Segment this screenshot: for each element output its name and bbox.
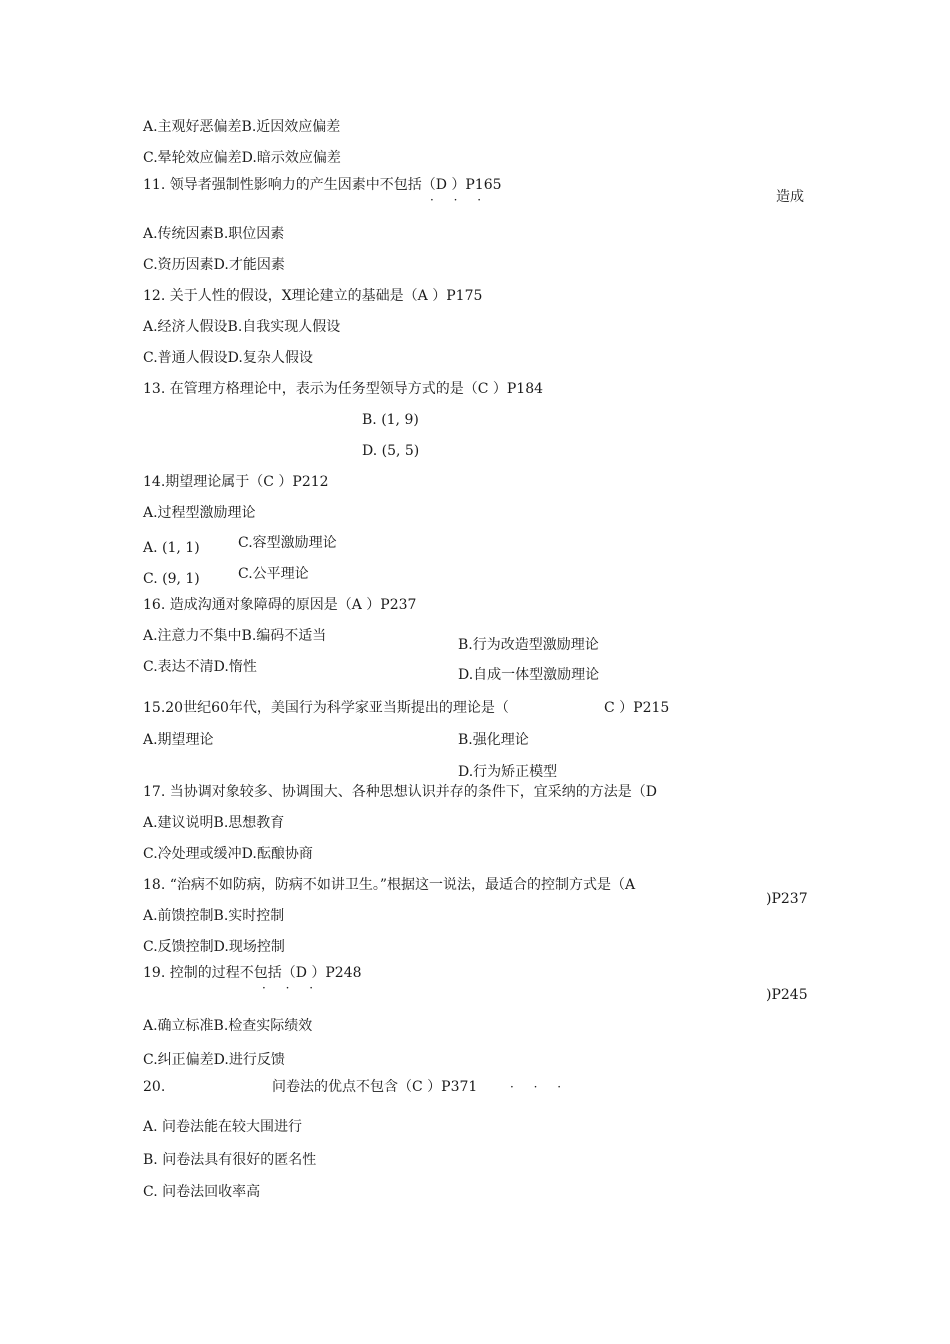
option-line: D. (5, 5)	[362, 443, 420, 459]
emphasis-dots: · · ·	[262, 981, 322, 995]
option-line: C.表达不清D.惰性	[143, 659, 257, 675]
question-11: 11. 领导者强制性影响力的产生因素中不包括（D ）P165	[143, 177, 502, 193]
question-20: 问卷法的优点不包含（C ）P371	[272, 1079, 478, 1095]
option-line: C.反馈控制D.现场控制	[143, 939, 285, 955]
question-15: 15.20世纪60年代，美国行为科学家亚当斯提出的理论是（	[143, 700, 509, 716]
option-line: A. (1, 1)	[143, 540, 200, 556]
option-line: A.注意力不集中B.编码不适当	[143, 628, 327, 644]
emphasis-dots: · · ·	[430, 193, 490, 207]
question-19: 19. 控制的过程不包括（D ）P248	[143, 965, 362, 981]
option-line: C. 问卷法回收率高	[143, 1184, 261, 1200]
question-13: 13. 在管理方格理论中，表示为任务型领导方式的是（C ）P184	[143, 381, 544, 397]
margin-text: )P245	[766, 987, 808, 1003]
option-line: B. 问卷法具有很好的匿名性	[143, 1152, 317, 1168]
option-line: D.自成一体型激励理论	[458, 667, 600, 683]
margin-text: 造成	[776, 189, 804, 205]
option-line: C.资历因素D.才能因素	[143, 257, 285, 273]
option-line: B.强化理论	[458, 732, 529, 748]
option-line: A.传统因素B.职位因素	[143, 226, 285, 242]
question-15-answer: C ）P215	[604, 700, 670, 716]
option-line: A.建议说明B.思想教育	[143, 815, 285, 831]
question-14: 14.期望理论属于（C ）P212	[143, 474, 329, 490]
text-line: A.主观好恶偏差B.近因效应偏差	[143, 119, 341, 135]
option-line: C.冷处理或缓冲D.酝酿协商	[143, 846, 313, 862]
option-line: C. (9, 1)	[143, 571, 200, 587]
margin-text: )P237	[766, 891, 808, 907]
option-line: A.确立标准B.检查实际绩效	[143, 1018, 313, 1034]
option-line: A.经济人假设B.自我实现人假设	[143, 319, 341, 335]
option-line: A.过程型激励理论	[143, 505, 256, 521]
option-line: B.行为改造型激励理论	[458, 637, 599, 653]
option-line: C.容型激励理论	[238, 535, 337, 551]
option-line: C.纠正偏差D.进行反馈	[143, 1052, 285, 1068]
option-line: A.前馈控制B.实时控制	[143, 908, 285, 924]
option-line: B. (1, 9)	[362, 412, 419, 428]
question-12: 12. 关于人性的假设，X理论建立的基础是（A ）P175	[143, 288, 483, 304]
question-18: 18. “治病不如防病，防病不如讲卫生。”根据这一说法，最适合的控制方式是（A	[143, 877, 636, 893]
option-line: A. 问卷法能在较大围进行	[143, 1119, 303, 1135]
question-16: 16. 造成沟通对象障碍的原因是（A ）P237	[143, 597, 417, 613]
option-line: D.行为矫正模型	[458, 764, 558, 780]
option-line: A.期望理论	[143, 732, 214, 748]
option-line: C.公平理论	[238, 566, 309, 582]
question-17: 17. 当协调对象较多、协调围大、各种思想认识并存的条件下，宜采纳的方法是（D	[143, 784, 657, 800]
option-line: C.普通人假设D.复杂人假设	[143, 350, 313, 366]
question-20-number: 20.	[143, 1079, 166, 1095]
emphasis-dots: · · ·	[510, 1080, 570, 1094]
text-line: C.晕轮效应偏差D.暗示效应偏差	[143, 150, 341, 166]
